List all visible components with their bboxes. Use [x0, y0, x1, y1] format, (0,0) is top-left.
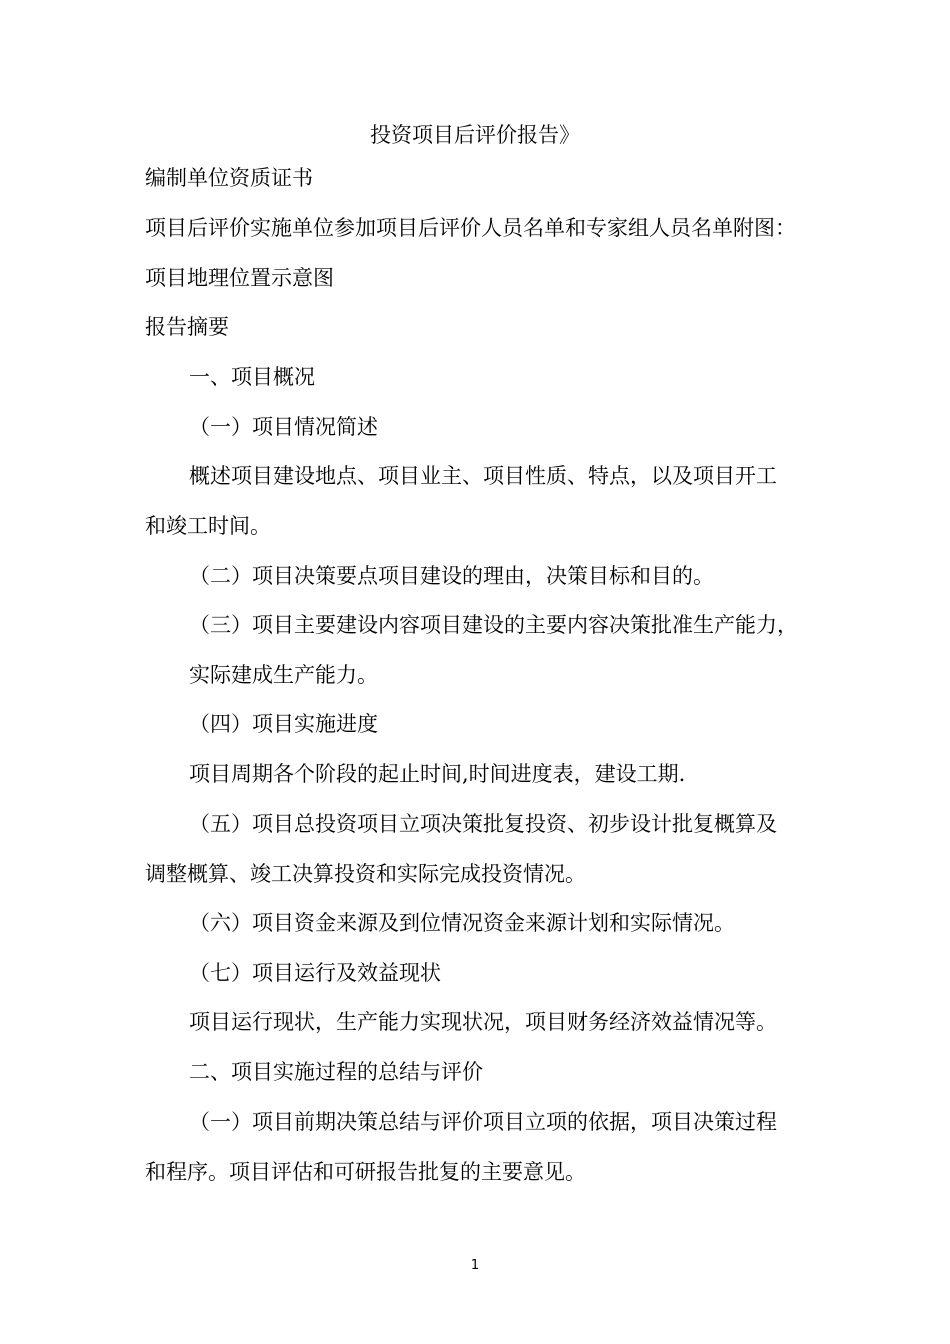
subheading-preliminary-decision: （一）项目前期决策总结与评价项目立项的依据，项目决策过程	[189, 1110, 777, 1134]
text-line-description-start: 概述项目建设地点、项目业主、项目性质、特点，以及项目开工	[189, 464, 777, 488]
section-heading-project-overview: 一、项目概况	[189, 365, 315, 389]
subheading-operation-benefits: （七）项目运行及效益现状	[189, 961, 441, 985]
page-number: 1	[470, 1258, 480, 1273]
section-heading-implementation-review: 二、项目实施过程的总结与评价	[189, 1060, 483, 1084]
document-title: 投资项目后评价报告》	[370, 123, 580, 147]
text-line-approval-opinions: 和程序。项目评估和可研报告批复的主要意见。	[145, 1160, 586, 1184]
subheading-main-construction: （三）项目主要建设内容项目建设的主要内容决策批准生产能力，	[189, 613, 798, 637]
subheading-project-description: （一）项目情况简述	[189, 415, 378, 439]
text-line-progress-details: 项目周期各个阶段的起止时间,时间进度表，建设工期.	[189, 762, 686, 786]
text-line-investment-details: 调整概算、竣工决算投资和实际完成投资情况。	[145, 862, 586, 886]
text-line-actual-capacity: 实际建成生产能力。	[189, 663, 378, 687]
subheading-decision-points: （二）项目决策要点项目建设的理由，决策目标和目的。	[189, 564, 714, 588]
subheading-implementation-progress: （四）项目实施进度	[189, 712, 378, 736]
text-line-personnel-list: 项目后评价实施单位参加项目后评价人员名单和专家组人员名单附图：	[145, 216, 796, 240]
text-line-description-end: 和竣工时间。	[145, 514, 271, 538]
subheading-funding-sources: （六）项目资金来源及到位情况资金来源计划和实际情况。	[189, 911, 735, 935]
text-line-location-map: 项目地理位置示意图	[145, 266, 334, 290]
text-line-operation-details: 项目运行现状，生产能力实现状况，项目财务经济效益情况等。	[189, 1010, 777, 1034]
subheading-total-investment: （五）项目总投资项目立项决策批复投资、初步设计批复概算及	[189, 812, 777, 836]
text-line-report-summary: 报告摘要	[145, 315, 229, 339]
text-line-qualification-certificate: 编制单位资质证书	[145, 166, 313, 190]
